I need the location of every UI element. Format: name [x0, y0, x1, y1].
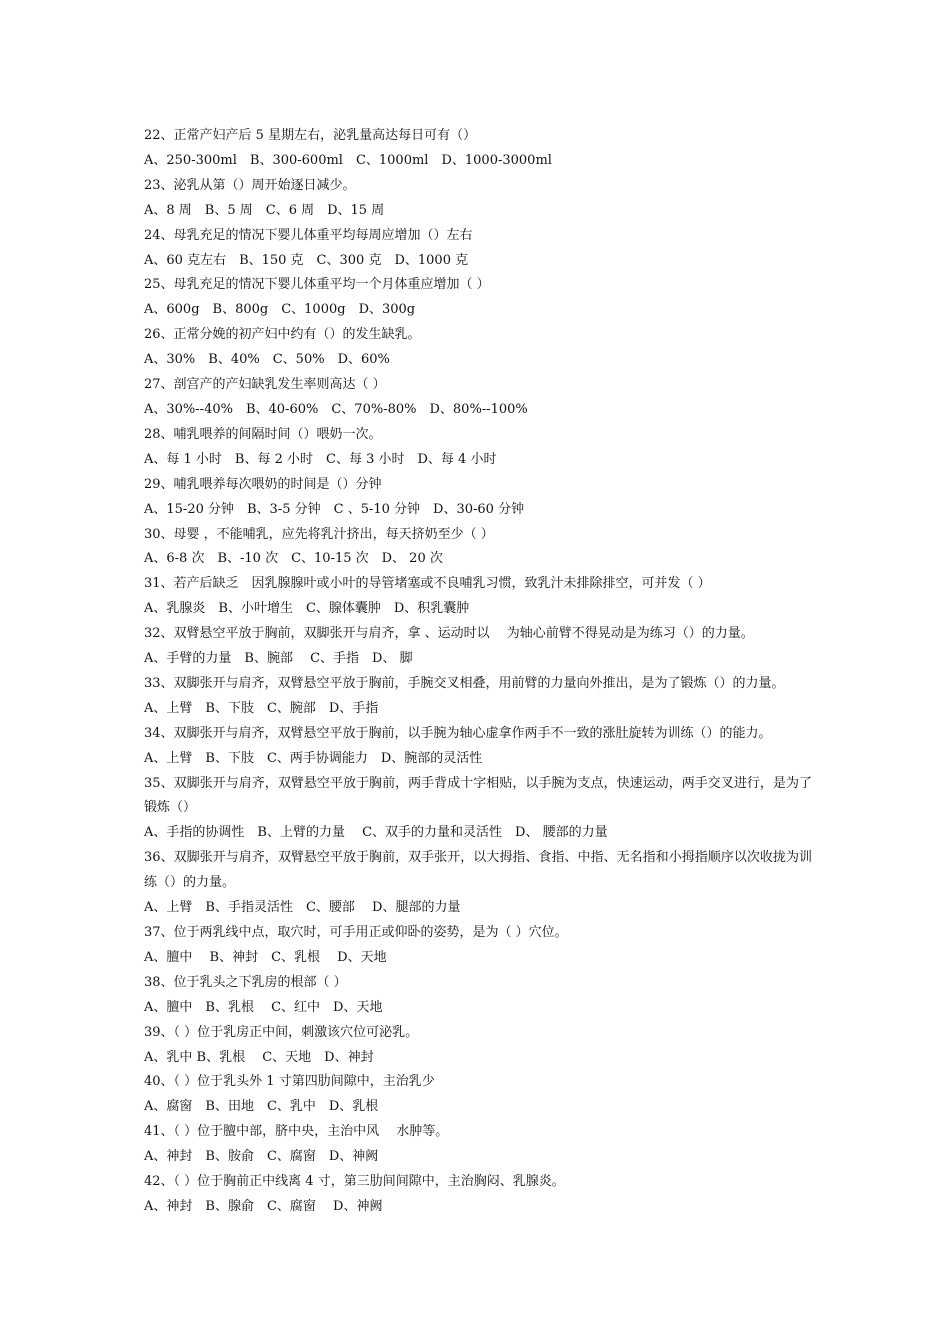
- options-33: A、上臂 B、下肢 C、腕部 D、手指: [144, 700, 379, 716]
- options-30: A、6-8 次 B、-10 次 C、10-15 次 D、 20 次: [144, 551, 443, 567]
- options-26: A、30% B、40% C、50% D、60%: [144, 352, 390, 368]
- options-23: A、8 周 B、5 周 C、6 周 D、15 周: [144, 202, 385, 218]
- question-36: 36、双脚张开与肩齐，双臂悬空平放于胸前，双手张开，以大拇指、食指、中指、无名指和小拇指顺序以次收拢为训练（）的力量。: [144, 850, 812, 891]
- options-27: A、30%--40% B、40-60% C、70%-80% D、80%--100%: [144, 401, 528, 417]
- question-40: 40、（ ）位于乳头外 1 寸第四肋间隙中，主治乳少: [144, 1074, 435, 1090]
- question-26: 26、正常分娩的初产妇中约有（）的发生缺乳。: [144, 327, 421, 343]
- options-40: A、腐窗 B、田地 C、乳中 D、乳根: [144, 1099, 379, 1115]
- options-25: A、600g B、800g C、1000g D、300g: [144, 302, 416, 318]
- options-39: A、乳中 B、乳根 C、天地 D、神封: [144, 1049, 374, 1065]
- question-27: 27、剖宫产的产妇缺乳发生率则高达（ ）: [144, 377, 386, 393]
- options-31: A、乳腺炎 B、小叶增生 C、腺体囊肿 D、积乳囊肿: [144, 601, 470, 617]
- question-35: 35、双脚张开与肩齐，双臂悬空平放于胸前，两手背成十字相贴，以手腕为支点，快速运动，两手交叉进行，是为了锻炼（）: [144, 775, 812, 816]
- question-42: 42、（ ）位于胸前正中线离 4 寸，第三肋间间隙中，主治胸闷、乳腺炎。: [144, 1174, 565, 1190]
- options-42: A、神封 B、腺俞 C、腐窗 D、神阙: [144, 1198, 383, 1214]
- options-24: A、60 克左右 B、150 克 C、300 克 D、1000 克: [144, 252, 469, 268]
- question-25: 25、母乳充足的情况下婴儿体重平均一个月体重应增加（ ）: [144, 277, 490, 293]
- document-page: [144, 124, 812, 1220]
- question-39: 39、（ ）位于乳房正中间，刺激该穴位可泌乳。: [144, 1024, 419, 1040]
- options-32: A、手臂的力量 B、腕部 C、手指 D、 脚: [144, 651, 413, 667]
- question-29: 29、哺乳喂养每次喂奶的时间是（）分钟: [144, 476, 382, 492]
- options-29: A、15-20 分钟 B、3-5 分钟 C 、5-10 分钟 D、30-60 分钟: [144, 501, 525, 517]
- question-28: 28、哺乳喂养的间隔时间（）喂奶一次。: [144, 426, 382, 442]
- options-22: A、250-300ml B、300-600ml C、1000ml D、1000-3000ml: [144, 152, 552, 168]
- options-41: A、神封 B、胺俞 C、腐窗 D、神阙: [144, 1149, 379, 1165]
- question-41: 41、（ ）位于膻中部，脐中央，主治中风 水肿等。: [144, 1124, 449, 1140]
- options-37: A、膻中 B、神封 C、乳根 D、天地: [144, 949, 387, 965]
- options-35: A、手指的协调性 B、上臂的力量 C、双手的力量和灵活性 D、 腰部的力量: [144, 825, 608, 841]
- question-34: 34、双脚张开与肩齐，双臂悬空平放于胸前，以手腕为轴心虚拿作两手不一致的涨肚旋转为训练（）的能力。: [144, 725, 772, 741]
- question-23: 23、泌乳从第（）周开始逐日减少。: [144, 177, 356, 193]
- options-36: A、上臂 B、手指灵活性 C、腰部 D、腿部的力量: [144, 900, 461, 916]
- question-31: 31、若产后缺乏 因乳腺腺叶或小叶的导管堵塞或不良哺乳习惯，致乳汁未排除排空，可并发（ ）: [144, 576, 711, 592]
- options-34: A、上臂 B、下肢 C、两手协调能力 D、腕部的灵活性: [144, 750, 483, 766]
- question-38: 38、位于乳头之下乳房的根部（ ）: [144, 974, 347, 990]
- question-30: 30、母婴 ，不能哺乳，应先将乳汁挤出，每天挤奶至少（ ）: [144, 526, 494, 542]
- options-38: A、膻中 B、乳根 C、红中 D、天地: [144, 999, 383, 1015]
- options-28: A、每 1 小时 B、每 2 小时 C、每 3 小时 D、每 4 小时: [144, 451, 497, 467]
- question-37: 37、位于两乳线中点，取穴时，可手用正或仰卧的姿势，是为（ ）穴位。: [144, 925, 568, 940]
- question-22: 22、正常产妇产后 5 星期左右，泌乳量高达每日可有（）: [144, 128, 477, 143]
- question-24: 24、母乳充足的情况下婴儿体重平均每周应增加（）左右: [144, 227, 473, 243]
- question-32: 32、双臂悬空平放于胸前，双脚张开与肩齐，拿 、运动时以 为轴心前臂不得晃动是为练习（）的力量。: [144, 626, 754, 642]
- question-33: 33、双脚张开与肩齐，双臂悬空平放于胸前，手腕交叉相叠，用前臂的力量向外推出，是为了锻炼（）的力量。: [144, 675, 785, 691]
